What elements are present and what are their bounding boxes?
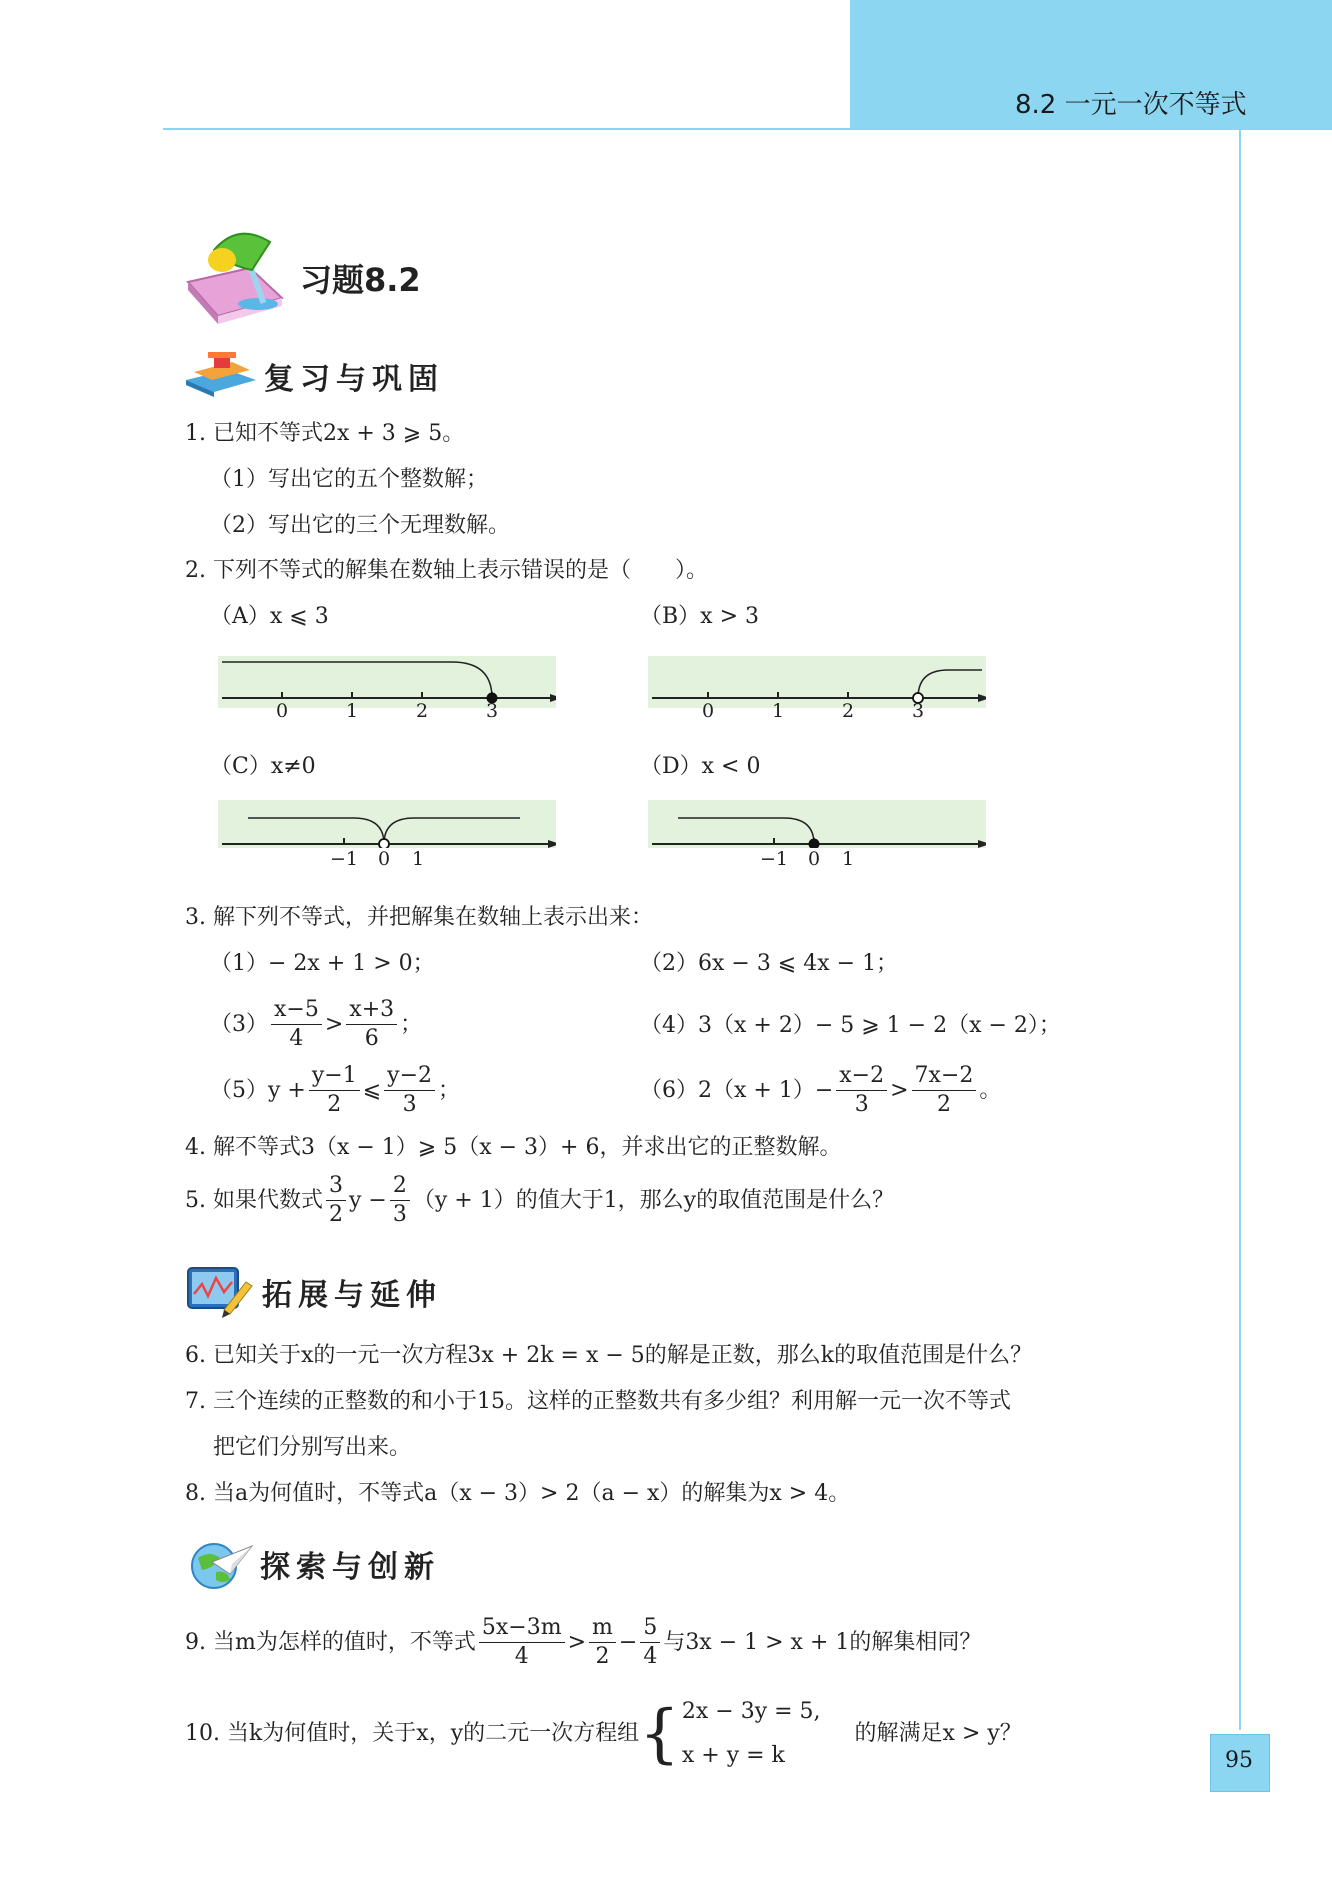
- fraction-denominator: 4: [514, 1644, 529, 1669]
- q1-part1: （1）写出它的五个整数解；: [210, 467, 488, 492]
- fraction: [589, 1614, 616, 1671]
- operator: >: [890, 1077, 909, 1103]
- fraction-denominator: 2: [328, 1202, 343, 1227]
- system-brace: {: [639, 1697, 680, 1771]
- axis-b-tick-1: 1: [772, 700, 785, 722]
- page-number: 95: [1225, 1748, 1253, 1773]
- q9-post: 与3x − 1 > x + 1的解集相同？: [663, 1629, 982, 1655]
- q7-line1: 7. 三个连续的正整数的和小于15。这样的正整数共有多少组？利用解一元一次不等式: [185, 1389, 1011, 1414]
- equation-1: 2x − 3y = 5,: [681, 1699, 821, 1724]
- fraction-numerator: 3: [326, 1172, 346, 1201]
- fraction-numerator: x−2: [836, 1062, 887, 1091]
- fraction-denominator: 3: [402, 1092, 417, 1117]
- axis-b-tick-3: 3: [912, 700, 925, 722]
- fraction-denominator: 4: [643, 1644, 658, 1669]
- q3-stem: 3. 解下列不等式，并把解集在数轴上表示出来：: [185, 905, 653, 930]
- q4-text: 4. 解不等式3（x − 1）⩾ 5（x − 3）+ 6，并求出它的正整数解。: [185, 1135, 842, 1160]
- axis-d-tick-1: 1: [842, 848, 855, 870]
- fraction-denominator: 4: [289, 1026, 304, 1051]
- fraction-denominator: 2: [327, 1092, 342, 1117]
- punctuation: ；: [438, 1077, 461, 1103]
- q9: [185, 1614, 981, 1671]
- q5-post: （y + 1）的值大于1，那么y的取值范围是什么？: [412, 1187, 895, 1213]
- operator: −: [618, 1629, 638, 1655]
- axis-b-tick-2: 2: [842, 700, 855, 722]
- section-heading-review: 复习与巩固: [264, 362, 444, 397]
- q3-part3-label: （3）: [210, 1011, 268, 1037]
- q3-part6: [640, 1062, 1001, 1119]
- section-heading-extend: 拓展与延伸: [262, 1278, 442, 1313]
- axis-a-tick-1: 1: [346, 700, 359, 722]
- running-header-title: 8.2 一元一次不等式: [1015, 90, 1247, 120]
- q6-text: 6. 已知关于x的一元一次方程3x + 2k = x − 5的解是正数，那么k的取值范围是什么？: [185, 1343, 1033, 1368]
- axis-a-tick-3: 3: [486, 700, 499, 722]
- q10-pre: 10. 当k为何值时，关于x，y的二元一次方程组: [185, 1721, 640, 1746]
- chart-pencil-icon: [184, 1262, 254, 1318]
- q1-part2: （2）写出它的三个无理数解。: [210, 513, 510, 538]
- fraction-numerator: 5: [640, 1614, 660, 1643]
- fraction-numerator: 5x−3m: [479, 1614, 565, 1643]
- q2-option-d: （D）x < 0: [640, 754, 761, 779]
- number-line-d: [648, 800, 986, 848]
- margin-rule: [1239, 130, 1241, 1730]
- q10-post: 的解满足x > y？: [854, 1721, 1022, 1746]
- exercise-title: 习题8.2: [300, 261, 421, 299]
- axis-c-tick-1: 1: [412, 848, 425, 870]
- desk-lamp-book-icon: [180, 220, 290, 325]
- q2-stem: 2. 下列不等式的解集在数轴上表示错误的是（ ）。: [185, 558, 708, 583]
- q3-part1: （1）− 2x + 1 > 0；: [210, 951, 435, 976]
- q3-part5: [210, 1062, 460, 1119]
- q8-text: 8. 当a为何值时，不等式a（x − 3）> 2（a − x）的解集为x > 4。: [185, 1481, 851, 1506]
- fraction-denominator: 2: [936, 1092, 951, 1117]
- equation-system: [682, 1690, 821, 1778]
- axis-b-tick-0: 0: [702, 700, 715, 722]
- fraction-numerator: 2: [390, 1172, 410, 1201]
- operator: ⩽: [362, 1077, 382, 1103]
- globe-plane-icon: [184, 1536, 254, 1592]
- fraction-numerator: x+3: [346, 996, 397, 1025]
- axis-a-tick-2: 2: [416, 700, 429, 722]
- q3-part6-label: （6）2（x + 1）−: [640, 1077, 834, 1103]
- q2-option-a: （A）x ⩽ 3: [210, 604, 329, 629]
- axis-a-tick-0: 0: [276, 700, 289, 722]
- q2-option-c: （C）x≠0: [210, 754, 316, 779]
- q3-part4: （4）3（x + 2）− 5 ⩾ 1 − 2（x − 2）；: [640, 1013, 1061, 1038]
- fraction-denominator: 3: [392, 1202, 407, 1227]
- q2-option-b: （B）x > 3: [640, 604, 759, 629]
- axis-c-tick-neg1: −1: [330, 848, 359, 870]
- punctuation: 。: [979, 1077, 1002, 1103]
- fraction: [479, 1614, 565, 1671]
- axis-c-tick-0: 0: [378, 848, 391, 870]
- q3-part3: [210, 996, 422, 1053]
- operator: >: [324, 1011, 344, 1037]
- number-line-b: [648, 656, 986, 708]
- fraction: [640, 1614, 660, 1671]
- axis-d-tick-0: 0: [808, 848, 821, 870]
- fraction: [309, 1062, 360, 1119]
- fraction-numerator: y−1: [309, 1062, 360, 1091]
- fraction: [271, 996, 322, 1053]
- q1-stem: 1. 已知不等式2x + 3 ⩾ 5。: [185, 421, 465, 446]
- q9-pre: 9. 当m为怎样的值时，不等式: [185, 1629, 476, 1655]
- fraction: [384, 1062, 435, 1119]
- fraction: [912, 1062, 977, 1119]
- number-line-a: [218, 656, 556, 708]
- fraction: [346, 996, 397, 1053]
- q7-line2: 把它们分别写出来。: [213, 1435, 412, 1460]
- fraction-denominator: 6: [364, 1026, 379, 1051]
- punctuation: ；: [400, 1011, 423, 1037]
- fraction-numerator: y−2: [384, 1062, 435, 1091]
- axis-d-tick-neg1: −1: [760, 848, 789, 870]
- q10: [185, 1690, 1022, 1778]
- q3-part5-label: （5）y +: [210, 1077, 306, 1103]
- q3-part2: （2）6x − 3 ⩽ 4x − 1；: [640, 951, 899, 976]
- fraction-denominator: 3: [854, 1092, 869, 1117]
- operator: >: [567, 1629, 586, 1655]
- fraction-numerator: m: [589, 1614, 616, 1643]
- fraction-numerator: 7x−2: [912, 1062, 977, 1091]
- fraction: [390, 1172, 410, 1229]
- number-line-c: [218, 800, 556, 848]
- section-heading-explore: 探索与创新: [260, 1550, 440, 1585]
- equation-2: x + y = k: [681, 1743, 785, 1768]
- fraction-denominator: 2: [595, 1644, 610, 1669]
- fraction-numerator: x−5: [271, 996, 322, 1025]
- q5-mid: y −: [348, 1187, 387, 1213]
- q5-pre: 5. 如果代数式: [185, 1187, 323, 1213]
- books-icon: [184, 350, 260, 398]
- fraction: [326, 1172, 346, 1229]
- fraction: [836, 1062, 887, 1119]
- header-rule: [163, 128, 853, 130]
- q5: [185, 1172, 894, 1229]
